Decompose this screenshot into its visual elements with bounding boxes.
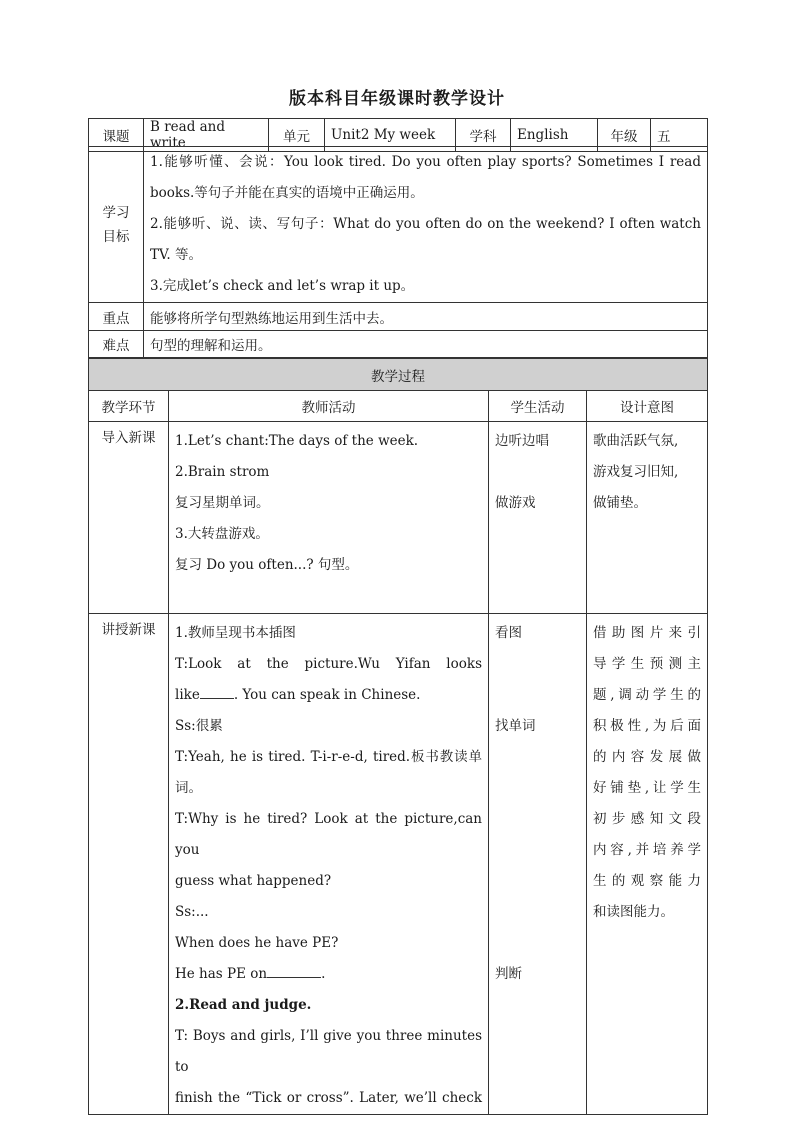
stage2-teacher-line: Ss:很累 xyxy=(175,718,223,734)
stage1-student-line: 做游戏 xyxy=(495,495,536,511)
stage1-intent-line: 游戏复习旧知, xyxy=(593,464,679,480)
goals-label xyxy=(89,147,144,303)
key-point-label: 重点 xyxy=(89,303,144,331)
stage2-teacher-line: Ss:... xyxy=(175,904,209,920)
stage2-intent-line: 初步感知文段 xyxy=(593,811,701,827)
stage1-intent-line: 歌曲活跃气氛, xyxy=(593,433,679,449)
stage2-teacher-line: T: Boys and girls, I’ll give you three minutes to xyxy=(175,1028,482,1075)
stage2-intent-line: 借助图片来引 xyxy=(593,625,701,641)
stage1-name: 导入新课 xyxy=(89,422,169,614)
goals-label-line1: 学习 xyxy=(102,204,130,221)
stage1-teacher xyxy=(169,422,489,614)
stage1-intent-line: 做铺垫。 xyxy=(593,495,647,511)
topic-label: 课题 xyxy=(89,119,144,152)
process-title-row xyxy=(89,359,708,391)
page-title: 版本科目年级课时教学设计 xyxy=(289,89,505,109)
unit-label: 单元 xyxy=(269,119,325,152)
stage2-student-line: 判断 xyxy=(495,966,522,982)
header-intent: 设计意图 xyxy=(587,391,708,422)
stage1-row xyxy=(89,422,708,614)
stage2-name: 讲授新课 xyxy=(89,614,169,1115)
process-title: 教学过程 xyxy=(89,359,708,391)
stage2-student-spacer xyxy=(495,804,580,835)
stage2-intent xyxy=(587,614,708,1115)
topic-value: B read and write xyxy=(144,119,269,152)
stage2-t11: He has PE on xyxy=(175,966,268,982)
stage1-teacher-line: 2.Brain strom xyxy=(175,464,270,480)
stage2-t3b: . You can speak in Chinese. xyxy=(233,687,421,703)
stage2-teacher-line: 词。 xyxy=(175,780,202,796)
stage2-student-spacer xyxy=(495,835,580,866)
grade-label: 年级 xyxy=(598,119,651,152)
stage1-teacher-line: 1.Let’s chant:The days of the week. xyxy=(175,433,419,449)
difficulty-label: 难点 xyxy=(89,331,144,358)
stage2-intent-line: 积极性,为后面 xyxy=(593,718,701,734)
key-point-value: 能够将所学句型熟练地运用到生活中去。 xyxy=(144,303,708,331)
grade-value: 五 xyxy=(651,119,708,152)
stage2-t11b: . xyxy=(321,966,326,982)
stage2-intent-line: 和读图能力。 xyxy=(593,904,674,920)
stage1-student-spacer xyxy=(495,457,580,488)
stage1-teacher-line: 3.大转盘游戏。 xyxy=(175,526,269,542)
goals-row xyxy=(89,147,708,303)
key-point-row xyxy=(89,303,708,331)
unit-value: Unit2 My week xyxy=(325,119,456,152)
stage2-student-spacer xyxy=(495,897,580,928)
stage2-student-line: 看图 xyxy=(495,625,522,641)
stage2-teacher-line: T:Yeah, he is tired. T-i-r-e-d, tired.板书教读单 xyxy=(175,749,482,765)
stage2-teacher-line: When does he have PE? xyxy=(175,935,339,951)
header-teacher: 教师活动 xyxy=(169,391,489,422)
stage2-teacher-line: T:Why is he tired? Look at the picture,can you xyxy=(175,811,482,858)
stage2-intent-line: 内容,并培养学 xyxy=(593,842,701,858)
process-table xyxy=(88,358,708,1115)
stage2-teacher-line: finish the “Tick or cross”. Later, we’ll check xyxy=(175,1090,482,1106)
stage2-row xyxy=(89,614,708,1115)
goal-line-3: 2.能够听、说、读、写句子：What do you often do on the weekend? I often watch xyxy=(150,216,701,232)
goal-line-4: TV. 等。 xyxy=(150,247,202,263)
stage2-intent-line: 好铺垫,让学生 xyxy=(593,780,701,796)
stage2-student-spacer xyxy=(495,773,580,804)
goals-table xyxy=(88,146,708,358)
stage1-student-line: 边听边唱 xyxy=(495,433,549,449)
stage2-student-line: 找单词 xyxy=(495,718,536,734)
stage2-student-spacer xyxy=(495,680,580,711)
difficulty-value: 句型的理解和运用。 xyxy=(144,331,708,358)
stage2-teacher-line: T:Look at the picture.Wu Yifan looks xyxy=(175,656,482,672)
goal-line-2: books.等句子并能在真实的语境中正确运用。 xyxy=(150,185,424,201)
header-stage: 教学环节 xyxy=(89,391,169,422)
stage2-teacher-line-blank xyxy=(175,959,482,990)
difficulty-row xyxy=(89,331,708,358)
fill-blank-line xyxy=(200,684,234,699)
goal-line-5: 3.完成let’s check and let’s wrap it up。 xyxy=(150,278,415,294)
stage2-student-spacer xyxy=(495,866,580,897)
stage2-intent-line: 导学生预测主 xyxy=(593,656,701,672)
stage2-teacher xyxy=(169,614,489,1115)
process-header-row xyxy=(89,391,708,422)
subject-value: English xyxy=(511,119,598,152)
goals-content xyxy=(144,147,708,303)
stage2-intent-line: 生的观察能力 xyxy=(593,873,701,889)
stage2-student-spacer xyxy=(495,742,580,773)
subject-label: 学科 xyxy=(456,119,511,152)
goal-line-1: 1.能够听懂、会说：You look tired. Do you often play sports? Sometimes I read xyxy=(150,154,701,170)
stage2-student-spacer xyxy=(495,649,580,680)
fill-blank-line xyxy=(267,963,321,978)
goals-label-line2: 目标 xyxy=(102,228,130,245)
stage1-teacher-line: 复习 Do you often...? 句型。 xyxy=(175,557,359,573)
stage2-teacher-line: 2.Read and judge. xyxy=(175,997,312,1013)
stage1-teacher-line: 复习星期单词。 xyxy=(175,495,270,511)
stage2-student xyxy=(489,614,587,1115)
stage1-intent xyxy=(587,422,708,614)
stage2-t3a: like xyxy=(175,687,200,703)
stage1-student xyxy=(489,422,587,614)
stage2-student-spacer xyxy=(495,928,580,959)
stage2-teacher-line: 1.教师呈现书本插图 xyxy=(175,625,296,641)
stage2-teacher-line: guess what happened? xyxy=(175,873,332,889)
stage2-intent-line: 题,调动学生的 xyxy=(593,687,701,703)
stage2-teacher-line-blank xyxy=(175,680,482,711)
stage2-intent-line: 的内容发展做 xyxy=(593,749,701,765)
header-student: 学生活动 xyxy=(489,391,587,422)
